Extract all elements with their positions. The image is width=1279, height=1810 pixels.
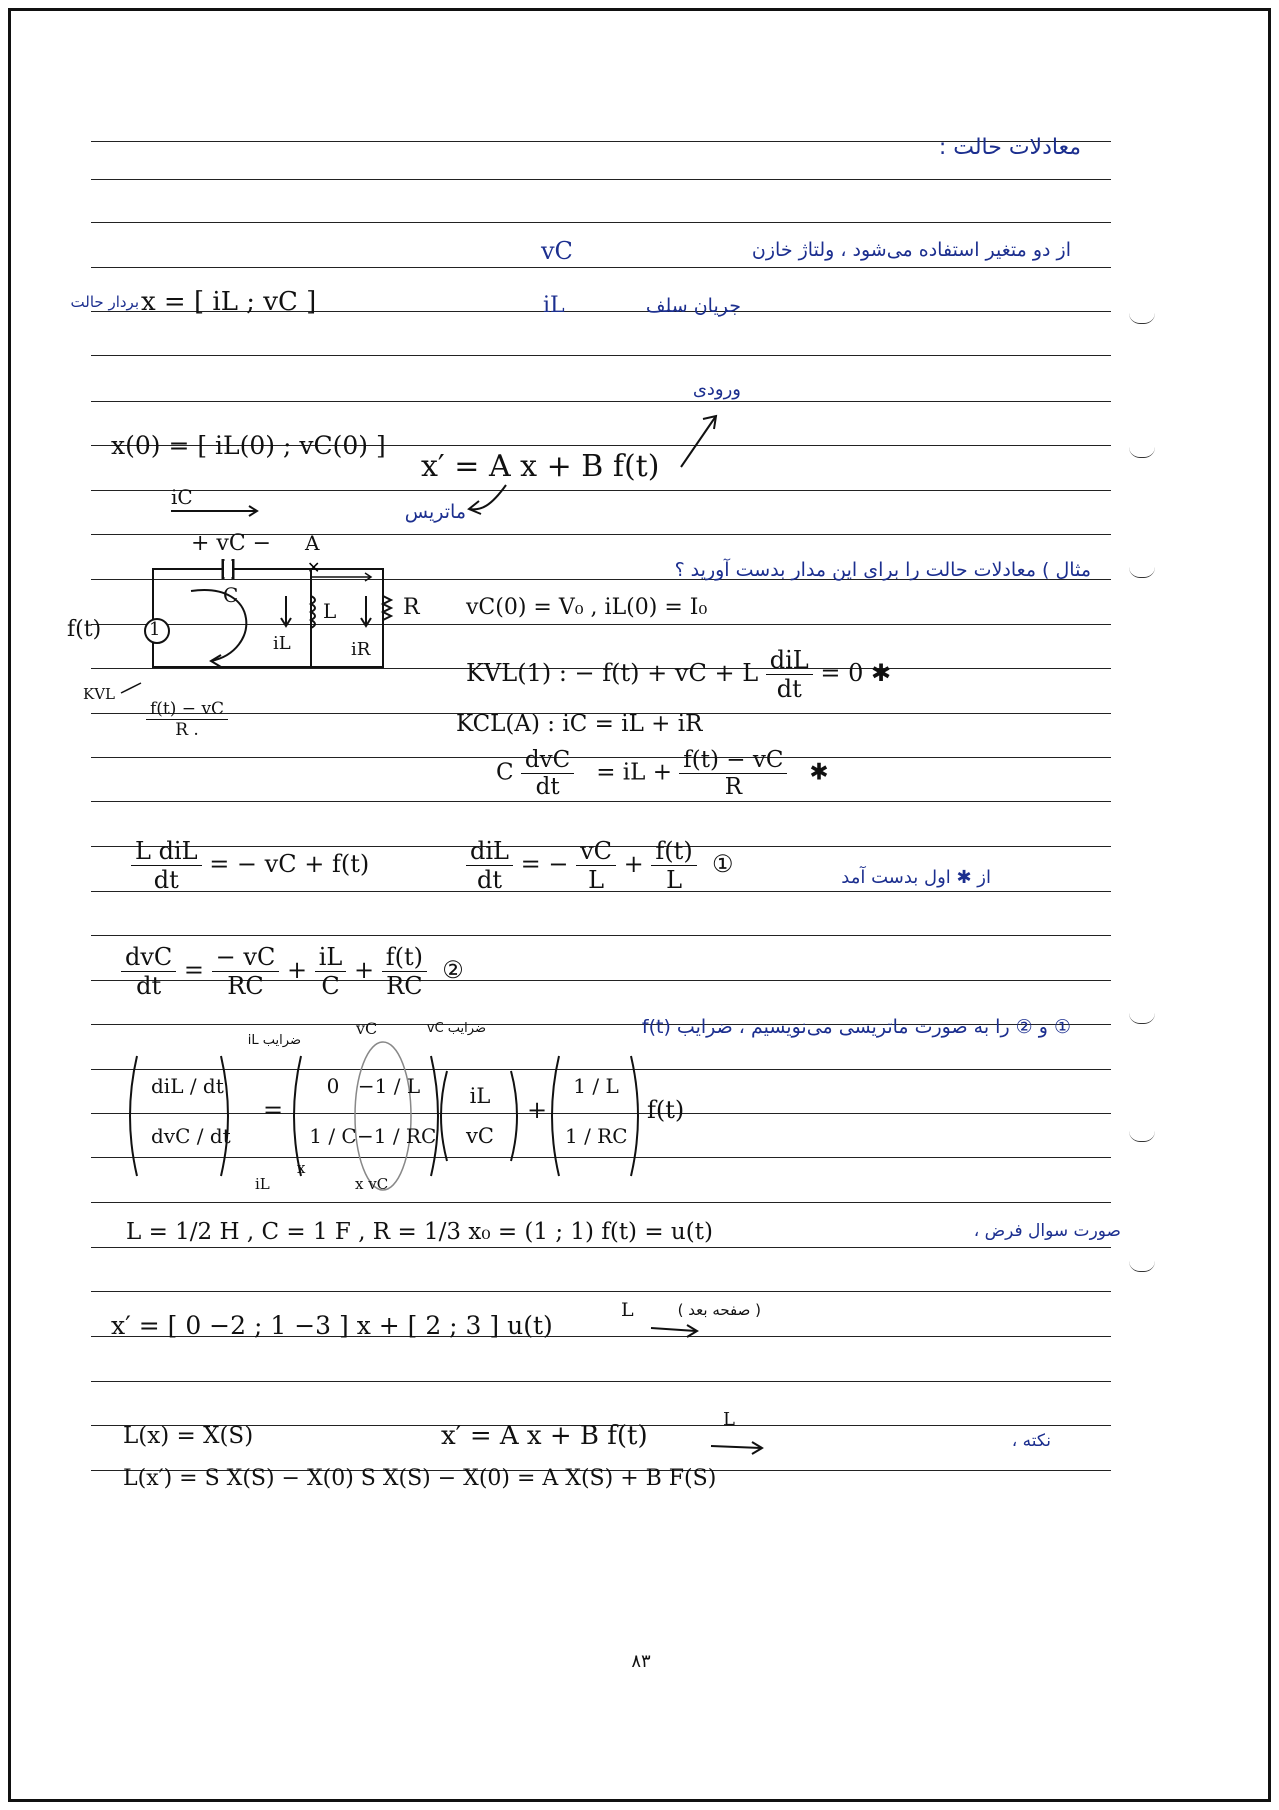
matrix-a-col2 <box>357 1061 437 1161</box>
node-a-label: A <box>305 531 320 555</box>
vc-label: + vC − <box>191 531 272 556</box>
svg-text:✕: ✕ <box>307 558 321 577</box>
numeric-note: صورت سوال فرض ، <box>973 1221 1121 1241</box>
equals-sign: = <box>263 1096 284 1124</box>
state-vector-label: بردار حالت <box>70 293 139 311</box>
under-vc-label: x vC <box>355 1175 389 1193</box>
kvl-note: KVL <box>83 685 115 703</box>
general-state-eq: x′ = A x + B f(t) <box>421 449 660 484</box>
eq1-note: از ✱ اول بدست آمد <box>841 867 991 888</box>
capacitor-equation: C $\frac{\text{dvC}}{dt}$ = iL + $\frac{f(t) - vC}{R}$ ✱ <box>496 747 829 800</box>
matrix-b <box>565 1061 627 1161</box>
example-title: مثال ) معادلات حالت را برای این مدار بدست آورید ؟ <box>674 559 1091 581</box>
ic-label: iC <box>171 485 193 509</box>
initial-conditions: vC(0) = V₀ , iL(0) = I₀ <box>466 595 708 620</box>
circuit-diagram <box>11 11 1271 1802</box>
inductor-label: L <box>323 599 337 623</box>
under-il-label: iL <box>255 1175 270 1193</box>
input-label: ورودی <box>692 379 741 400</box>
eq1: $\frac{\text{diL}}{dt}$ = − $\frac{vC}{L}$ + $\frac{f(t)}{L}$ ① <box>466 837 733 894</box>
state-vector <box>455 1076 505 1156</box>
inductor-equation: $\frac{\text{L diL}}{dt}$ = − vC + f(t) <box>131 837 369 894</box>
il-symbol: iL <box>543 293 565 318</box>
numeric-state-eq: x′ = [ 0 −2 ; 1 −3 ] x + [ 2 ; 3 ] u(t) <box>111 1311 553 1340</box>
plus-sign: + <box>527 1096 548 1124</box>
state-vars-line1: از دو متغیر استفاده می‌شود ، ولتاژ خازن <box>751 239 1071 261</box>
laplace-arrow-label: L <box>723 1409 735 1430</box>
lhs-bot: dvC / dt <box>151 1124 231 1148</box>
coef-vc-symbol: vC <box>356 1019 378 1038</box>
resistor-label: R <box>403 595 420 620</box>
laplace-def: L(x) = X(S) <box>123 1423 254 1449</box>
matrix-form-note: ① و ② را به صورت ماتریسی می‌نویسیم ، ضرایب f(t) <box>641 1016 1071 1038</box>
ir-branch-label: iR <box>351 639 371 660</box>
numeric-values: L = 1/2 H , C = 1 F , R = 1/3 x₀ = (1 ; 1) f(t) = u(t) <box>126 1219 713 1245</box>
x1: iL <box>469 1084 491 1108</box>
a21: 1 / C <box>309 1124 357 1148</box>
capacitor-label: C <box>223 583 239 607</box>
coef-il-note: ضرایب iL <box>247 1033 301 1048</box>
numeric-follow-note: ( صفحه بعد ) <box>677 1301 761 1319</box>
under-x-label: x <box>297 1159 306 1177</box>
notebook-page <box>8 8 1271 1802</box>
a12: −1 / L <box>357 1074 421 1098</box>
a22: −1 / RC <box>357 1124 437 1148</box>
x2: vC <box>466 1124 494 1148</box>
initial-state-eq: x(0) = [ iL(0) ; vC(0) ] <box>111 431 386 460</box>
matrix-lhs <box>151 1061 231 1161</box>
kvl-equation: KVL(1) : − f(t) + vC + L $\frac{\text{diL}}{dt}$ = 0 ✱ <box>466 646 892 703</box>
matrix-a-col1 <box>309 1061 357 1161</box>
il-branch-label: iL <box>273 633 291 654</box>
state-vector-eq: x = [ iL ; vC ] <box>141 287 317 317</box>
matrix-label: ماتریس <box>404 501 466 523</box>
loop-number: 1 <box>149 619 161 640</box>
section-heading: معادلات حالت : <box>938 135 1081 160</box>
laplace-derivative: L(x′) = S X(S) − X(0) S X(S) − X(0) = A X(S) + B F(S) <box>123 1466 717 1491</box>
coef-vc-note: ضرایب vC <box>426 1021 486 1036</box>
lhs-top: diL / dt <box>151 1074 224 1098</box>
kcl-equation: KCL(A) : iC = iL + iR <box>456 711 703 737</box>
state-vars-line2: جریان سلف <box>645 295 741 317</box>
a11: 0 <box>326 1074 340 1098</box>
numeric-arrow-label: L <box>621 1299 634 1321</box>
laplace-state-eq: x′ = A x + B f(t) <box>441 1421 648 1451</box>
b1: 1 / L <box>573 1074 619 1098</box>
input-function: f(t) <box>647 1096 685 1124</box>
page-number: ۸۳ <box>631 1651 651 1672</box>
b2: 1 / RC <box>565 1124 628 1148</box>
ir-expression: $\frac{f(t) - vC}{R .}$ <box>146 699 228 740</box>
vc-symbol: vC <box>541 237 573 265</box>
eq2: $\frac{\text{dvC}}{dt}$ = $\frac{- vC}{RC}$ + $\frac{iL}{C}$ + $\frac{f(t)}{RC}$ ② <box>121 943 464 1000</box>
laplace-note: نکته ، <box>1011 1431 1051 1451</box>
source-label: f(t) <box>67 617 102 642</box>
